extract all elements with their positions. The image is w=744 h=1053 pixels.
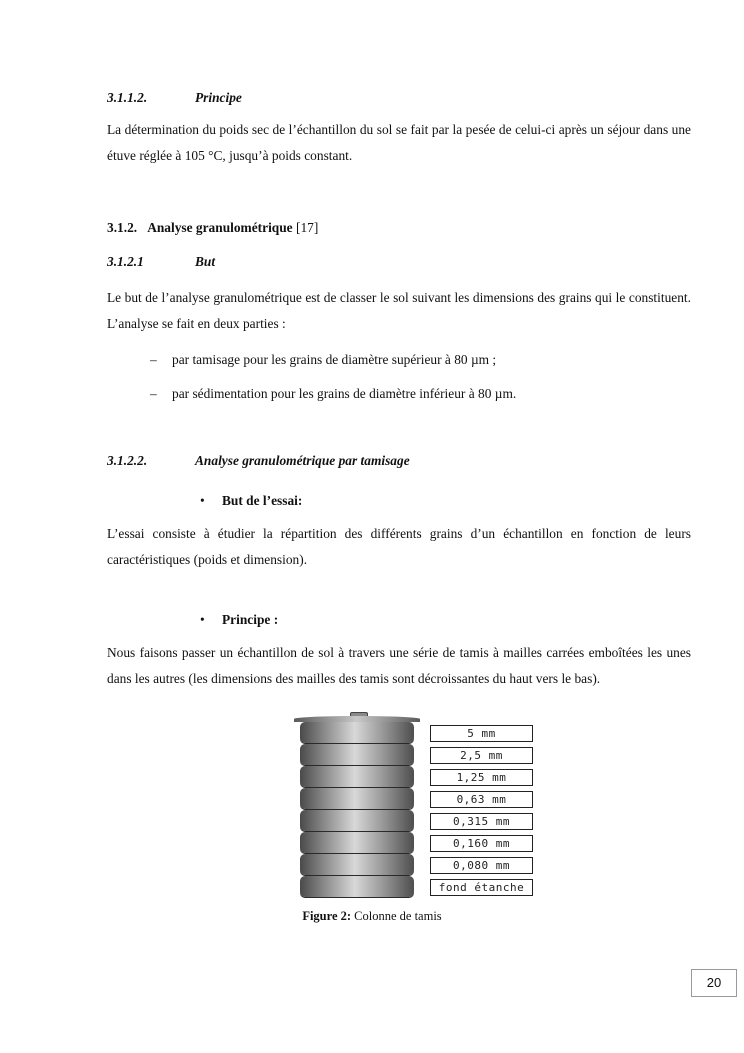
sieve-label: 5 mm bbox=[430, 725, 533, 742]
sieve-label: 0,160 mm bbox=[430, 835, 533, 852]
sieve-label: 0,315 mm bbox=[430, 813, 533, 830]
paragraph-principe: Nous faisons passer un échantillon de sol à travers une série de tamis à mailles carrées emboîtées les unes dans les autres (les dimensions des mailles des tamis sont décroissantes du haut vers le bas). bbox=[107, 645, 691, 686]
sieve-pan bbox=[300, 876, 414, 897]
bullet-marker: • bbox=[200, 493, 205, 508]
sieve-label: 1,25 mm bbox=[430, 769, 533, 786]
section-number: 3.1.2. bbox=[107, 220, 138, 235]
list-item-text: par sédimentation pour les grains de diamètre inférieur à 80 µm. bbox=[172, 386, 517, 401]
paragraph-goal: Le but de l’analyse granulométrique est de classer le sol suivant les dimensions des grains qui le constituent. L’analyse se fait en deux parties : bbox=[107, 290, 691, 331]
sieve-ring bbox=[300, 788, 414, 809]
section-heading-analyse bbox=[107, 220, 318, 236]
dash-marker: – bbox=[150, 352, 157, 367]
section-title: Analyse granulométrique par tamisage bbox=[195, 453, 410, 468]
sieve-label: fond étanche bbox=[430, 879, 533, 896]
sieve-label: 0,63 mm bbox=[430, 791, 533, 808]
bullet-text: Principe : bbox=[222, 612, 279, 627]
sieve-ring bbox=[300, 832, 414, 853]
dash-marker: – bbox=[150, 386, 157, 401]
section-number: 3.1.1.2. bbox=[107, 90, 148, 105]
section-number: 3.1.2.2. bbox=[107, 453, 148, 468]
section-heading-tamisage bbox=[107, 453, 410, 469]
section-title: But bbox=[195, 254, 216, 269]
citation-ref: [17] bbox=[295, 220, 319, 235]
figure-caption bbox=[0, 909, 744, 924]
bullet-marker: • bbox=[200, 612, 205, 627]
paragraph-drying: La détermination du poids sec de l’échantillon du sol se fait par la pesée de celui-ci après un séjour dans une étuve réglée à 105 °C, jusqu’à poids constant. bbox=[107, 122, 691, 163]
sieve-ring bbox=[300, 810, 414, 831]
sieve-label: 2,5 mm bbox=[430, 747, 533, 764]
section-title: Analyse granulométrique bbox=[147, 220, 293, 235]
section-title: Principe bbox=[195, 90, 242, 105]
list-item bbox=[150, 386, 516, 402]
section-number: 3.1.2.1 bbox=[107, 254, 144, 269]
sieve-label: 0,080 mm bbox=[430, 857, 533, 874]
list-item bbox=[150, 352, 496, 368]
figure-caption-text: Colonne de tamis bbox=[354, 909, 442, 923]
bullet-text: But de l’essai: bbox=[222, 493, 303, 508]
section-heading-principe bbox=[107, 90, 242, 106]
sieve-ring bbox=[300, 766, 414, 787]
figure-caption-label: Figure 2: bbox=[302, 909, 352, 923]
list-item-text: par tamisage pour les grains de diamètre supérieur à 80 µm ; bbox=[172, 352, 497, 367]
sieve-ring bbox=[300, 854, 414, 875]
sieve-ring bbox=[300, 744, 414, 765]
paragraph-essai: L’essai consiste à étudier la répartition des différents grains d’un échantillon en fonction de leurs caractéristiques (poids et dimension). bbox=[107, 526, 691, 567]
sieve-ring bbox=[300, 722, 414, 743]
section-heading-but bbox=[107, 254, 216, 270]
page-number: 20 bbox=[691, 969, 737, 997]
bullet-heading-but-essai bbox=[200, 493, 302, 509]
bullet-heading-principe bbox=[200, 612, 278, 628]
